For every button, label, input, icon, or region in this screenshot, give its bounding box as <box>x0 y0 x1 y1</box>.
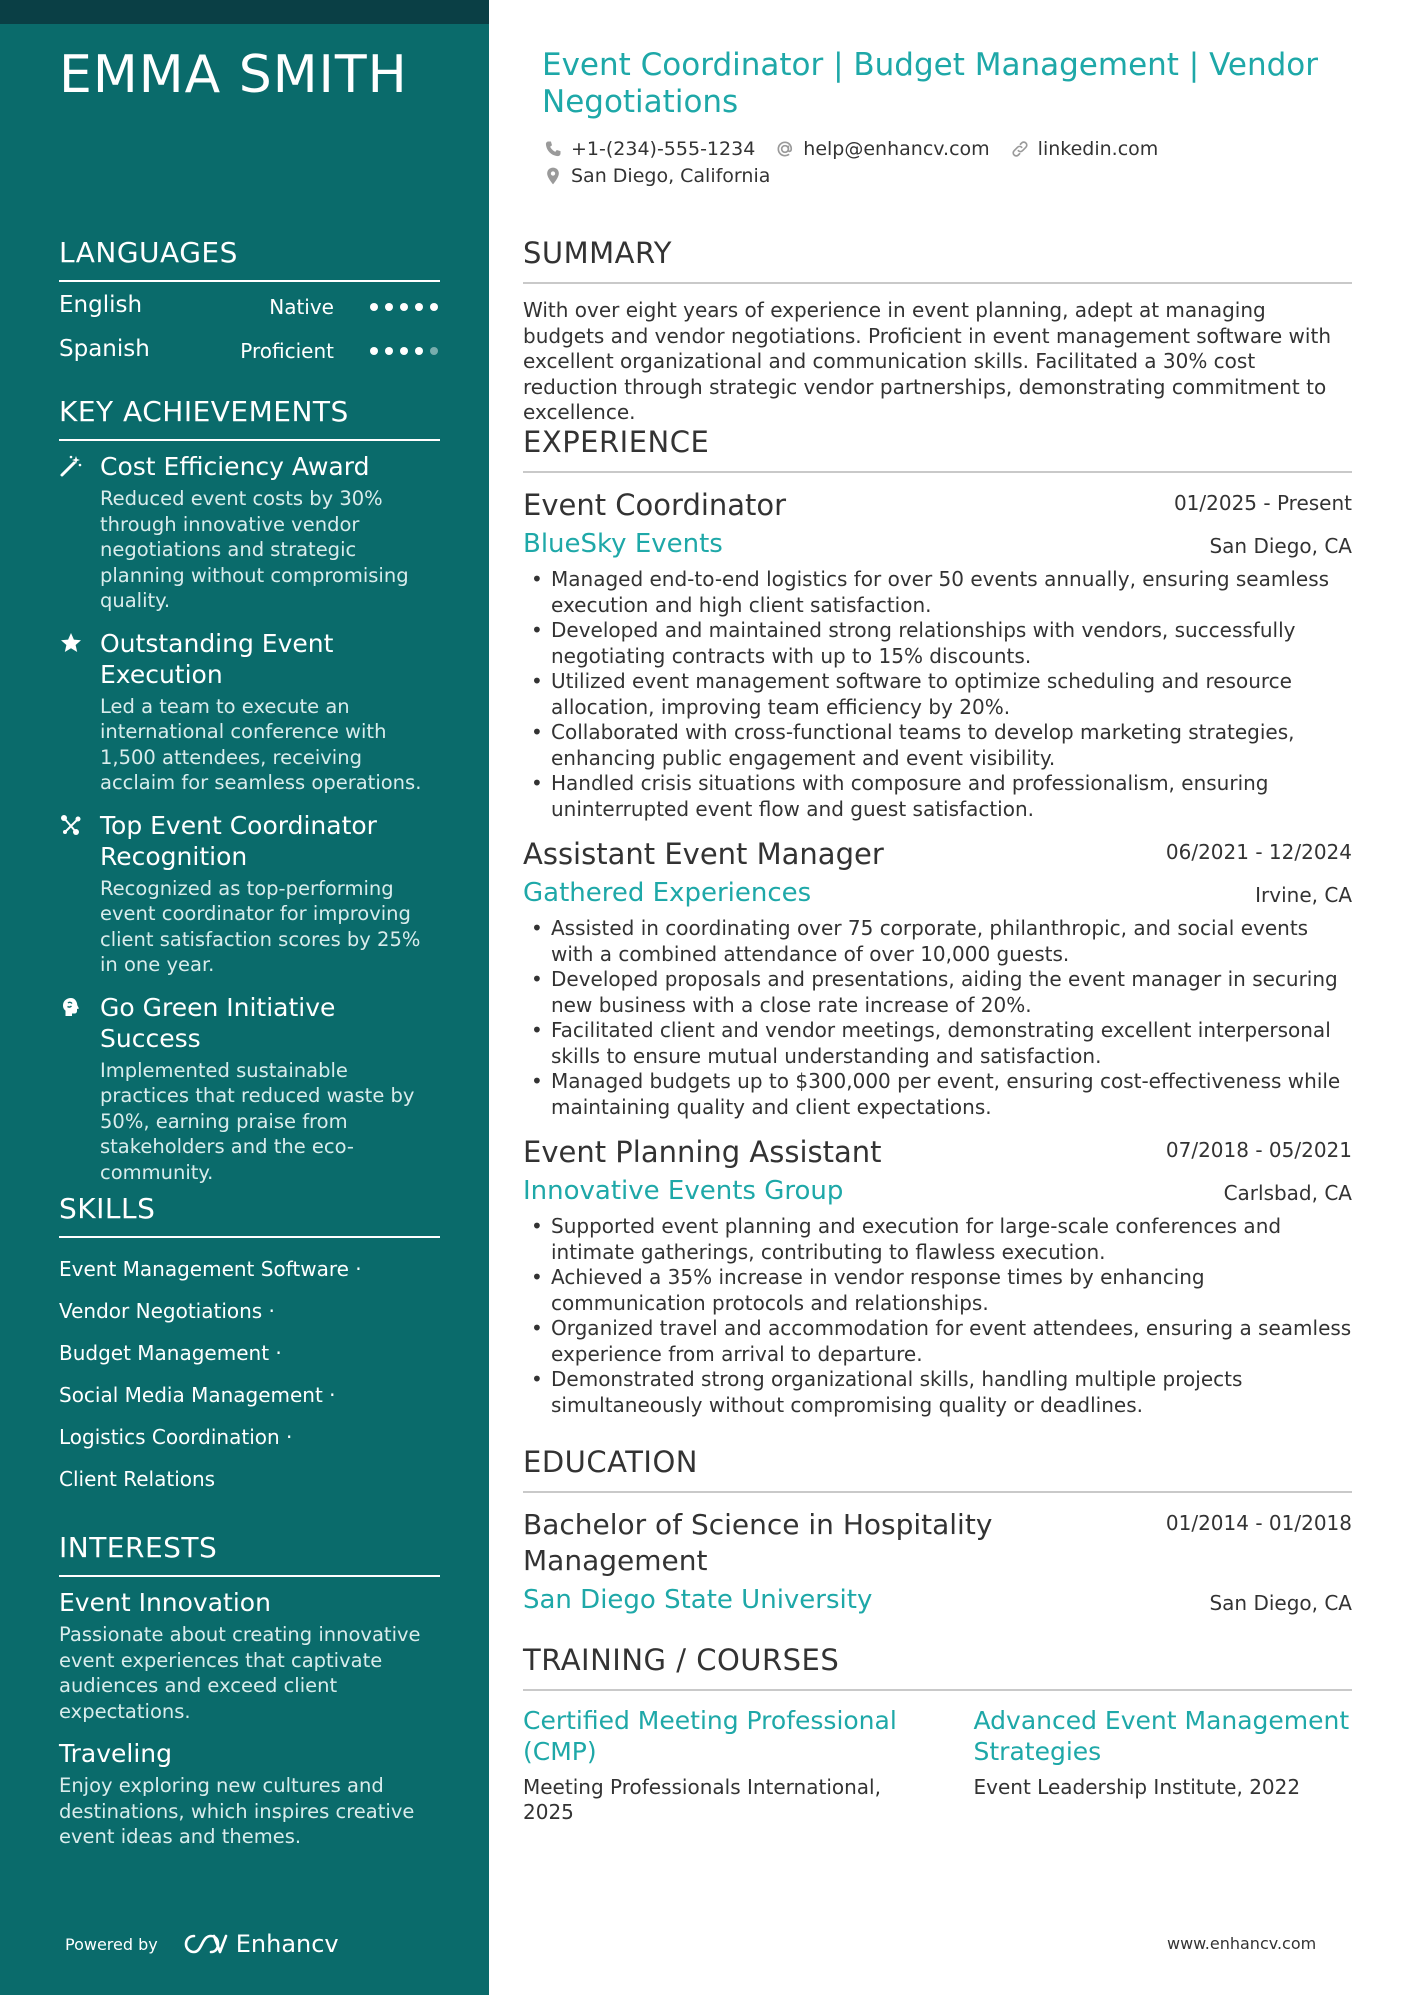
language-row <box>59 336 440 380</box>
achievement-description: Implemented sustainable practices that reduced waste by 50%, earning praise from stakeholders and the eco-community. <box>100 1058 415 1184</box>
job-title: Event Planning Assistant <box>523 1135 882 1169</box>
job-date: 01/2025 - Present <box>1173 491 1352 515</box>
training-section <box>523 1643 1352 1825</box>
enhancv-brand-name: Enhancv <box>235 1930 339 1958</box>
at-sign-icon <box>775 139 795 159</box>
magic-wand-icon <box>59 454 83 478</box>
brain-icon <box>59 995 83 1019</box>
job-entry <box>523 1134 1352 1418</box>
achievement-item <box>59 810 440 978</box>
achievements-section <box>59 395 440 1199</box>
education-date: 01/2014 - 01/2018 <box>1165 1511 1352 1535</box>
job-bullet: • Developed proposals and presentations, aiding the event manager in securing new business with a close rate increase of 20%. <box>523 967 1352 1018</box>
job-entry <box>523 836 1352 1120</box>
achievement-description: Recognized as top-performing event coordinator for improving client satisfaction scores by 25% in one year. <box>100 876 421 976</box>
job-bullet: • Achieved a 35% increase in vendor response times by enhancing communication protocols and relationships. <box>523 1265 1352 1316</box>
link-icon <box>1010 139 1030 159</box>
skill-item: Vendor Negotiations · <box>59 1299 275 1323</box>
location-pin-icon <box>543 166 563 186</box>
skill-item: Budget Management · <box>59 1341 282 1365</box>
achievement-title: Outstanding Event Execution <box>100 628 334 689</box>
job-bullet: • Collaborated with cross-functional teams to develop marketing strategies, enhancing public engagement and event visibility. <box>523 720 1352 771</box>
training-heading: TRAINING / COURSES <box>523 1643 1352 1691</box>
linkedin-link[interactable]: linkedin.com <box>1037 138 1159 160</box>
job-entry <box>523 487 1352 822</box>
degree-title: Bachelor of Science in Hospitality Management <box>523 1508 993 1577</box>
job-bullet: • Developed and maintained strong relationships with vendors, successfully negotiating contracts with up to 15% discounts. <box>523 618 1352 669</box>
star-icon <box>59 631 83 655</box>
job-bullet: • Managed budgets up to $300,000 per event, ensuring cost-effectiveness while maintaining quality and client expectations. <box>523 1069 1352 1120</box>
email-address[interactable]: help@enhancv.com <box>803 138 990 160</box>
course-item <box>974 1705 1353 1825</box>
job-bullet: • Assisted in coordinating over 75 corporate, philanthropic, and social events with a combined attendance of over 10,000 guests. <box>523 916 1352 967</box>
job-bullet: • Facilitated client and vendor meetings, demonstrating excellent interpersonal skills to ensure mutual understanding and satisfaction. <box>523 1018 1352 1069</box>
achievement-item <box>59 451 440 614</box>
enhancv-logo-icon <box>184 1933 228 1955</box>
course-grid <box>523 1705 1352 1825</box>
job-bullets <box>523 916 1352 1120</box>
job-bullet: • Utilized event management software to optimize scheduling and resource allocation, improving team efficiency by 20%. <box>523 669 1352 720</box>
job-bullet: • Organized travel and accommodation for event attendees, ensuring a seamless experience from arrival to departure. <box>523 1316 1352 1367</box>
education-entry <box>523 1507 1352 1617</box>
summary-heading: SUMMARY <box>523 236 1352 284</box>
course-title: Certified Meeting Professional (CMP) <box>523 1706 897 1766</box>
proficiency-dot <box>415 347 423 355</box>
skill-item: Client Relations <box>59 1467 216 1491</box>
job-company: BlueSky Events <box>523 529 723 559</box>
language-level: Proficient <box>240 339 334 363</box>
achievement-description: Led a team to execute an international conference with 1,500 attendees, receiving acclaim for seamless operations. <box>100 694 422 794</box>
interests-section <box>59 1531 440 1850</box>
achievement-description: Reduced event costs by 30% through innovative vendor negotiations and strategic planning without compromising quality. <box>100 487 409 612</box>
job-bullet: • Demonstrated strong organizational skills, handling multiple projects simultaneously without compromising quality or deadlines. <box>523 1367 1352 1418</box>
course-organization: Event Leadership Institute, 2022 <box>973 1775 1301 1799</box>
job-date: 07/2018 - 05/2021 <box>1165 1138 1352 1162</box>
job-location: San Diego, CA <box>1209 534 1352 558</box>
language-level: Native <box>269 295 334 319</box>
network-icon <box>59 813 83 837</box>
job-title: Assistant Event Manager <box>523 837 884 871</box>
website-link[interactable]: www.enhancv.com <box>1167 1934 1317 1953</box>
proficiency-dot <box>415 303 423 311</box>
education-section <box>523 1445 1352 1631</box>
interest-title: Traveling <box>59 1739 172 1768</box>
job-company: Gathered Experiences <box>523 878 812 908</box>
job-date: 06/2021 - 12/2024 <box>1165 840 1352 864</box>
achievement-item <box>59 992 440 1186</box>
skill-item: Event Management Software · <box>59 1257 362 1281</box>
interest-description: Enjoy exploring new cultures and destinations, which inspires creative event ideas and themes. <box>59 1774 415 1848</box>
language-proficiency-dots <box>370 347 438 355</box>
job-bullet: • Managed end-to-end logistics for over 50 events annually, ensuring seamless execution and high client satisfaction. <box>523 567 1352 618</box>
proficiency-dot <box>400 303 408 311</box>
school-name: San Diego State University <box>523 1585 873 1615</box>
language-proficiency-dots <box>370 303 438 311</box>
proficiency-dot <box>385 303 393 311</box>
skills-heading: SKILLS <box>59 1192 440 1238</box>
achievement-title: Top Event Coordinator Recognition <box>100 810 377 871</box>
job-company: Innovative Events Group <box>523 1176 844 1206</box>
languages-heading: LANGUAGES <box>59 236 440 282</box>
job-bullets <box>523 567 1352 822</box>
course-item <box>523 1705 902 1825</box>
sidebar-top-bar <box>0 0 489 24</box>
experience-heading: EXPERIENCE <box>523 425 1352 473</box>
language-name: Spanish <box>59 336 150 362</box>
powered-by <box>65 1930 339 1958</box>
education-location: San Diego, CA <box>1209 1591 1352 1615</box>
experience-section <box>523 425 1352 1432</box>
skill-item: Logistics Coordination · <box>59 1425 293 1449</box>
achievement-item <box>59 628 440 796</box>
interest-title: Event Innovation <box>59 1588 271 1617</box>
candidate-name: EMMA SMITH <box>59 45 408 105</box>
skills-section <box>59 1192 440 1500</box>
proficiency-dot <box>430 303 438 311</box>
skill-item: Social Media Management · <box>59 1383 336 1407</box>
achievement-title: Go Green Initiative Success <box>100 992 336 1053</box>
summary-section <box>523 236 1352 426</box>
languages-section <box>59 236 440 380</box>
job-bullets <box>523 1214 1352 1418</box>
phone-number: +1-(234)-555-1234 <box>571 138 756 160</box>
location-text: San Diego, California <box>571 165 771 187</box>
course-title: Advanced Event Management Strategies <box>973 1706 1350 1766</box>
location-row <box>543 165 770 187</box>
summary-text: With over eight years of experience in event planning, adept at managing budgets and vendor negotiations. Proficient in event management software with excellent organizational and communication skills. Facilitated a 30% cost reduction through strategic vendor partnerships, demonstrating commitment to excellence. <box>523 298 1331 424</box>
phone-icon <box>543 139 563 159</box>
job-bullet: • Supported event planning and execution for large-scale conferences and intimate gatherings, contributing to flawless execution. <box>523 1214 1352 1265</box>
job-title: Event Coordinator <box>523 488 787 522</box>
language-row <box>59 292 440 336</box>
job-location: Irvine, CA <box>1255 883 1352 907</box>
sidebar <box>0 0 489 1995</box>
headline: Event Coordinator | Budget Management | Vendor Negotiations <box>542 47 1319 120</box>
job-bullet: • Handled crisis situations with composure and professionalism, ensuring uninterrupted event flow and guest satisfaction. <box>523 771 1352 822</box>
interest-description: Passionate about creating innovative event experiences that captivate audiences and exceed client expectations. <box>59 1623 421 1723</box>
achievements-heading: KEY ACHIEVEMENTS <box>59 395 440 441</box>
proficiency-dot-empty <box>430 347 438 355</box>
interests-heading: INTERESTS <box>59 1531 440 1577</box>
job-location: Carlsbad, CA <box>1223 1181 1352 1205</box>
enhancv-logo <box>184 1930 339 1958</box>
proficiency-dot <box>370 347 378 355</box>
proficiency-dot <box>370 303 378 311</box>
achievement-title: Cost Efficiency Award <box>100 452 370 481</box>
powered-by-label: Powered by <box>65 1934 158 1954</box>
education-heading: EDUCATION <box>523 1445 1352 1493</box>
course-organization: Meeting Professionals International, 2025 <box>523 1775 881 1824</box>
proficiency-dot <box>385 347 393 355</box>
proficiency-dot <box>400 347 408 355</box>
contact-row <box>543 138 1158 160</box>
language-name: English <box>59 292 143 318</box>
